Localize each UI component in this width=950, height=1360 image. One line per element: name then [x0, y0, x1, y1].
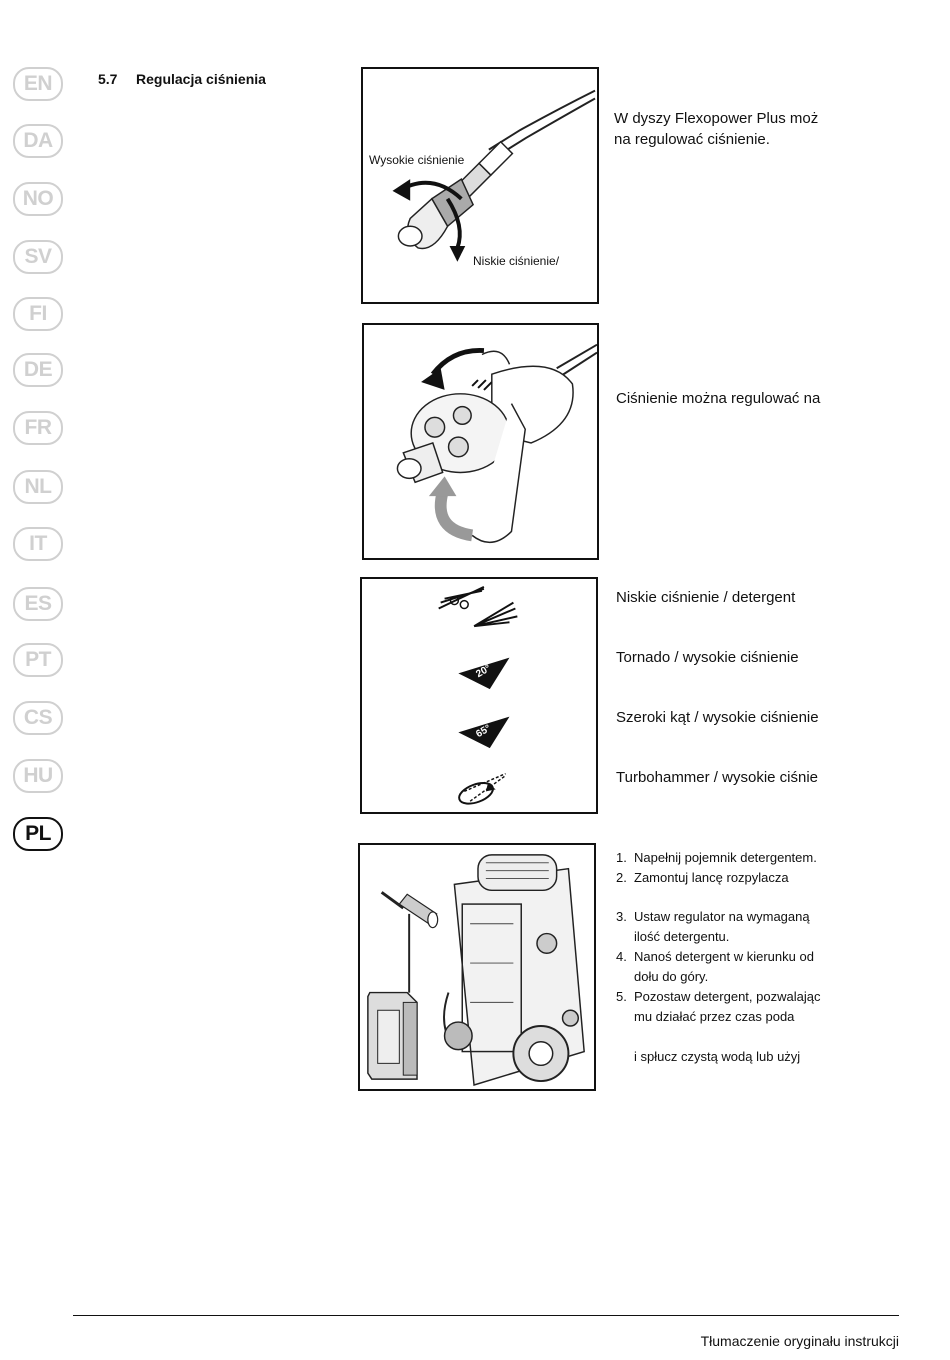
step-number: 5.	[616, 989, 627, 1004]
step-number: 3.	[616, 909, 627, 924]
step-number: 2.	[616, 870, 627, 885]
step-text: Zamontuj lancę rozpylacza	[634, 870, 789, 885]
paragraph-flexopower-line2: na regulować ciśnienie.	[614, 131, 770, 148]
section-number: 5.7	[98, 71, 118, 87]
spray-lance-icon	[382, 892, 438, 992]
footer-divider	[73, 1315, 899, 1316]
step-text: Pozostaw detergent, pozwalając	[634, 989, 821, 1004]
step-text: mu działać przez czas poda	[634, 1009, 795, 1024]
lang-tab-hu: HU	[13, 759, 63, 793]
lang-tab-fi: FI	[13, 297, 63, 331]
step-text: dołu do góry.	[634, 969, 709, 984]
step-text: Nanoś detergent w kierunku od	[634, 949, 814, 964]
step-number: 4.	[616, 949, 627, 964]
step-text: i spłucz czystą wodą lub użyj	[634, 1049, 801, 1064]
label-low-pressure: Niskie ciśnienie/	[473, 254, 560, 268]
figure-spray-mode-symbols	[360, 577, 598, 814]
section-title: Regulacja ciśnienia	[136, 71, 266, 87]
angle-20-label: 20°	[474, 662, 493, 681]
figure-nozzle-pressure-adjust	[361, 67, 599, 304]
step-text: Ustaw regulator na wymaganą	[634, 909, 810, 924]
paragraph-flexopower-line1: W dyszy Flexopower Plus moż	[614, 110, 819, 127]
lang-tab-da: DA	[13, 124, 63, 158]
mode-tornado: Tornado / wysokie ciśnienie	[616, 649, 799, 666]
section-heading	[98, 71, 266, 87]
label-high-pressure: Wysokie ciśnienie	[369, 153, 465, 167]
lang-tab-sv: SV	[13, 240, 63, 274]
figure-nozzle-head-rotate	[362, 323, 599, 560]
lang-tab-no: NO	[13, 182, 63, 216]
lang-tab-es: ES	[13, 587, 63, 621]
lang-tab-de: DE	[13, 353, 63, 387]
spray-symbols-layer	[362, 579, 596, 812]
lang-tab-pt: PT	[13, 643, 63, 677]
step-text: ilość detergentu.	[634, 929, 730, 944]
mode-wide-angle: Szeroki kąt / wysokie ciśnienie	[616, 709, 819, 726]
pressure-washer-body	[444, 855, 584, 1085]
figure-pressure-washer-detergent	[358, 843, 596, 1091]
lang-tab-pl-active: PL	[13, 817, 63, 851]
lang-tab-en: EN	[13, 67, 63, 101]
angle-65-label: 65°	[474, 722, 493, 741]
pressure-washer-illustration	[360, 845, 594, 1089]
low-pressure-detergent-icon	[439, 587, 518, 626]
step-text: Napełnij pojemnik detergentem.	[634, 850, 817, 865]
lang-tab-nl: NL	[13, 470, 63, 504]
lang-tab-fr: FR	[13, 411, 63, 445]
lang-tab-cs: CS	[13, 701, 63, 735]
paragraph-pressure-adjust: Ciśnienie można regulować na	[616, 390, 821, 407]
footer-text: Tłumaczenie oryginału instrukcji	[700, 1333, 899, 1349]
step-number: 1.	[616, 850, 627, 865]
detergent-canister-icon	[368, 993, 417, 1080]
mode-low-pressure-detergent: Niskie ciśnienie / detergent	[616, 589, 796, 606]
nozzle-head-illustration	[364, 325, 597, 558]
mode-turbohammer: Turbohammer / wysokie ciśnie	[616, 769, 819, 786]
lang-tab-it: IT	[13, 527, 63, 561]
turbohammer-icon	[456, 774, 505, 808]
